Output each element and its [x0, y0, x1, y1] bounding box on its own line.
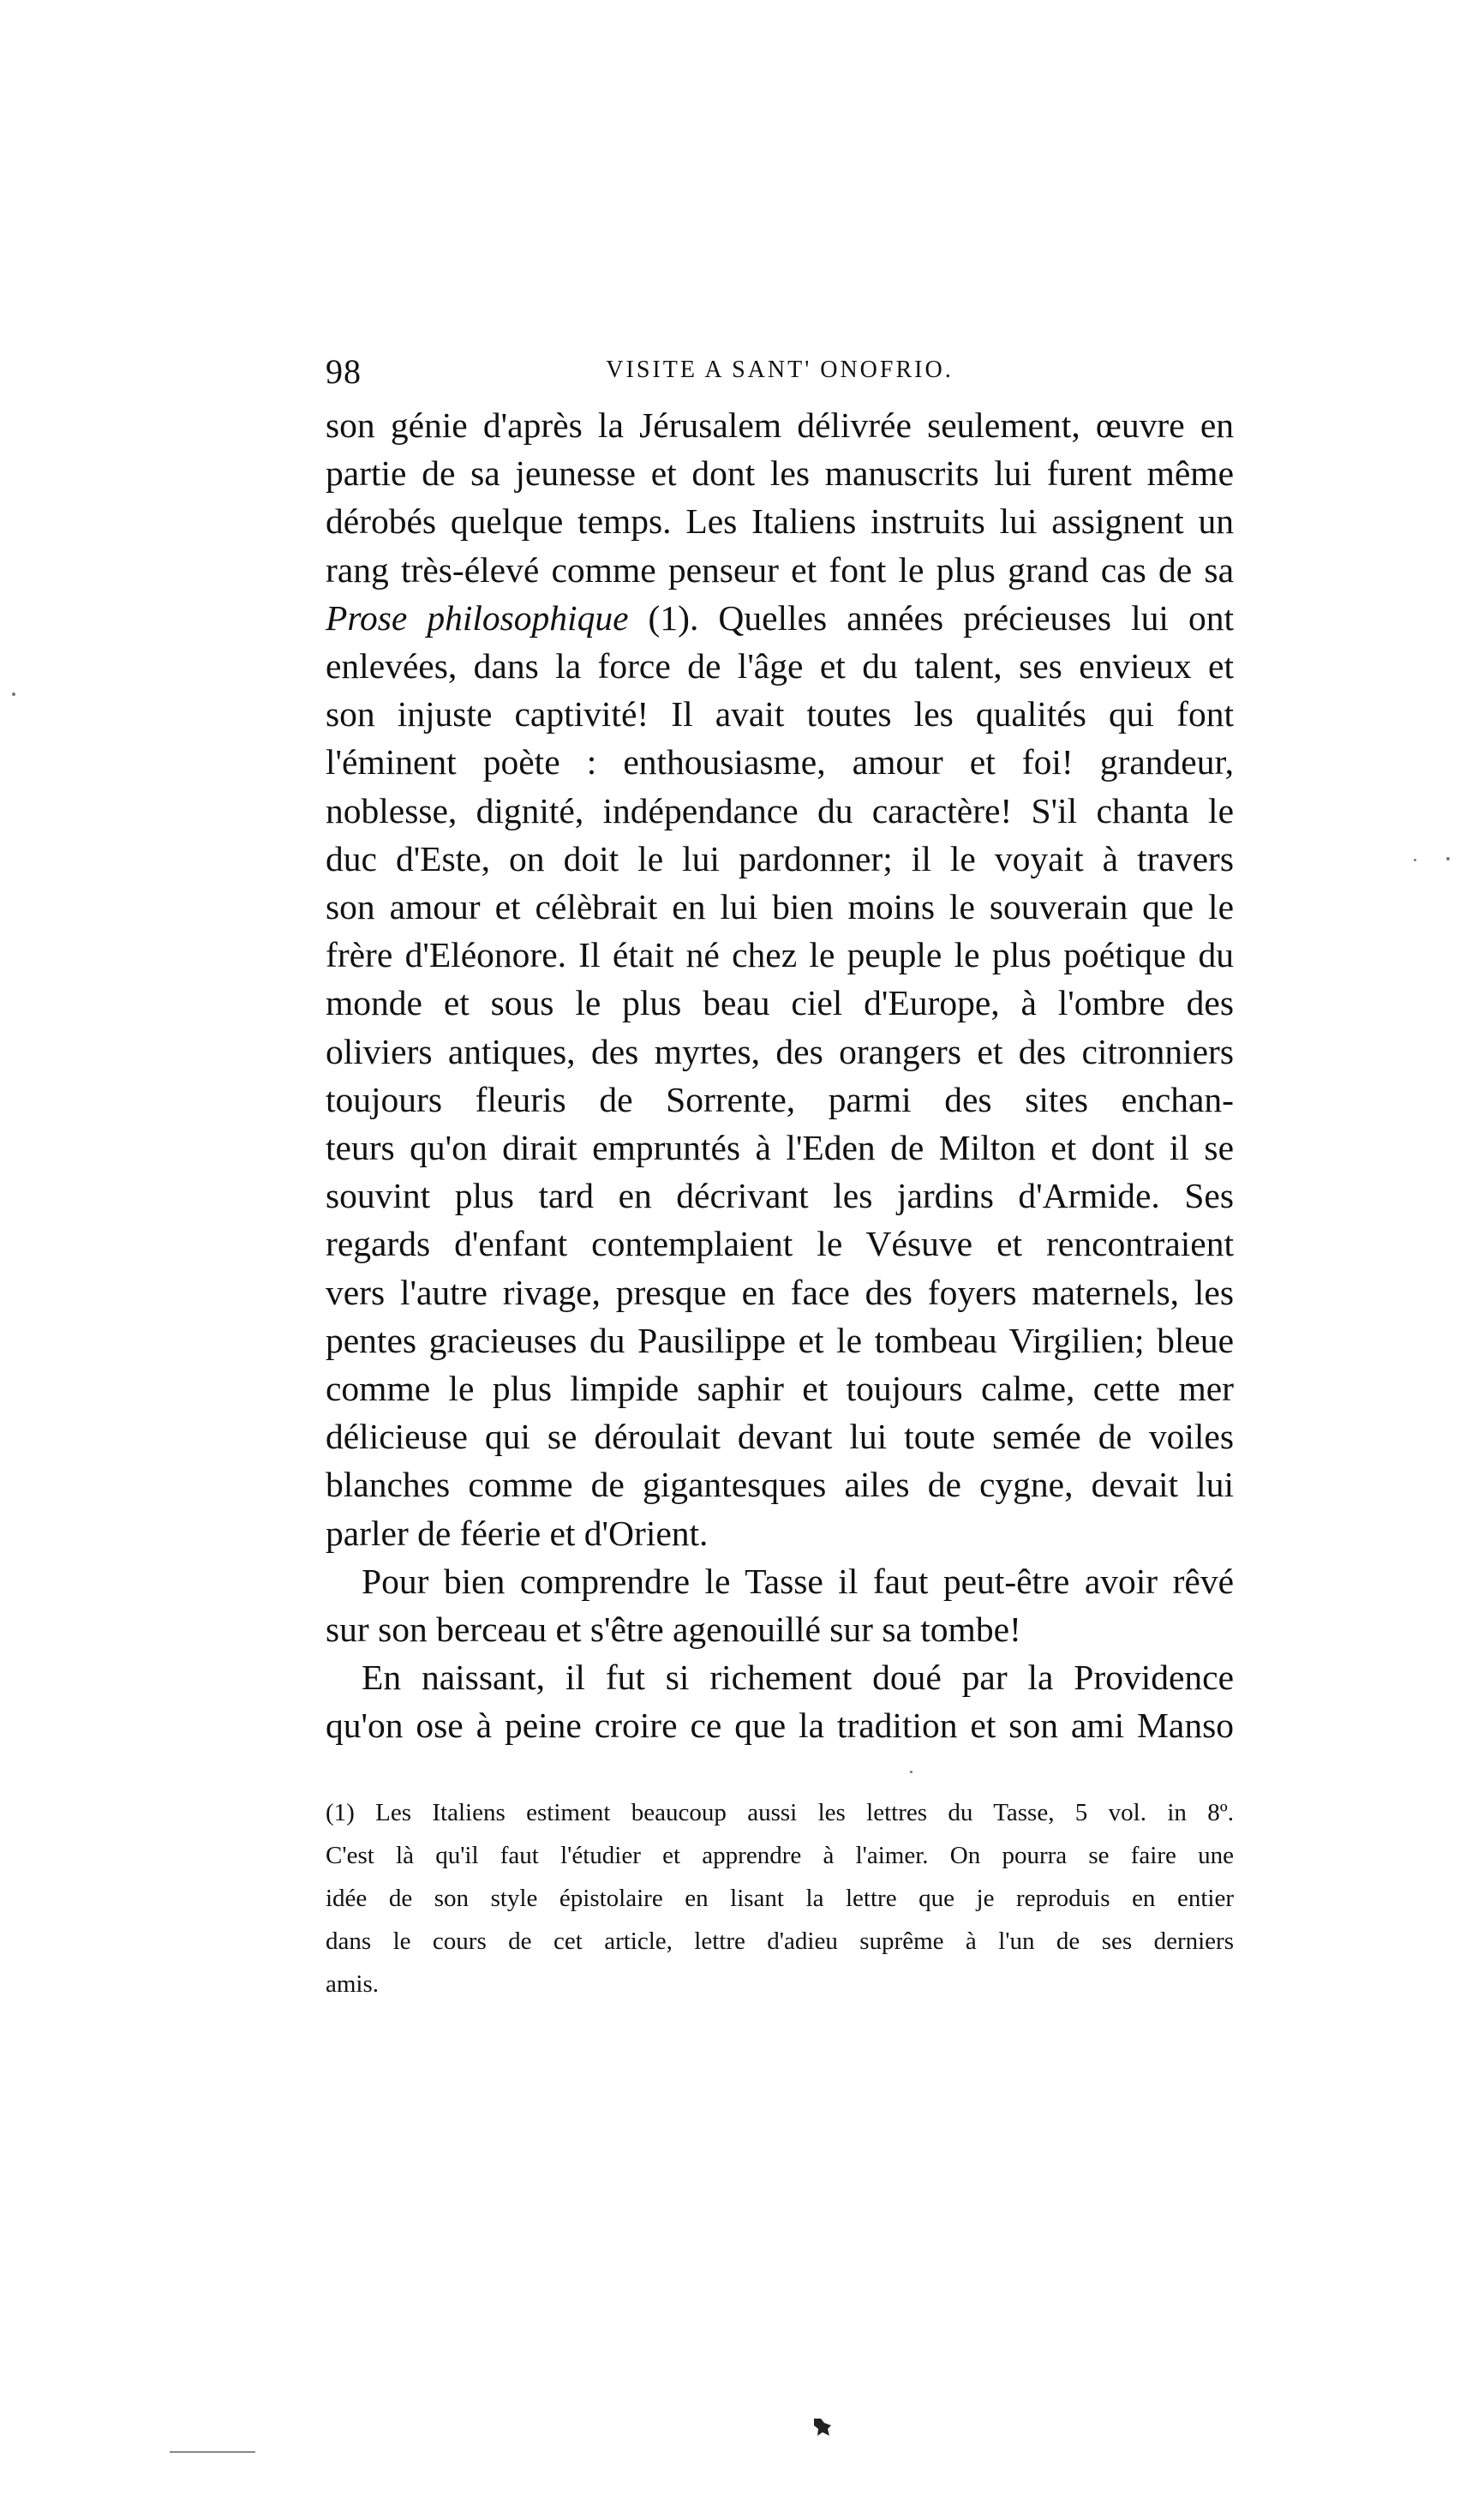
footnote-line: (1) Les Italiens estiment beaucoup aussi les lettres du Tasse, 5 vol. in 8º.	[326, 1799, 1234, 1826]
scan-edge-mark	[170, 2451, 255, 2453]
text-line: sur son berceau et s'être agenouillé sur sa tombe!	[326, 1610, 1021, 1650]
text-line: partie de sa jeunesse et dont les manuscrits lui furent même	[326, 453, 1234, 494]
scan-speck	[1414, 859, 1416, 861]
text-line: son génie d'après la Jérusalem délivrée seulement, œuvre en	[326, 405, 1234, 445]
text-line: comme le plus limpide saphir et toujours calme, cette mer	[326, 1369, 1234, 1409]
text-line	[326, 594, 1234, 642]
text-line: parler de féerie et d'Orient.	[326, 1513, 709, 1553]
text-line: blanches comme de gigantesques ailes de cygne, devait lui	[326, 1465, 1234, 1505]
footnote-line: amis.	[326, 1970, 380, 1998]
text-line: qu'on ose à peine croire ce que la tradition et son ami Manso	[326, 1706, 1234, 1746]
paragraph-1	[326, 401, 1234, 1557]
text-line: teurs qu'on dirait empruntés à l'Eden de Milton et dont il se	[326, 1128, 1234, 1168]
text-line: Pour bien comprendre le Tasse il faut peut-être avoir rêvé	[362, 1561, 1234, 1601]
text-line: rang très-élevé comme penseur et font le plus grand cas de sa	[326, 549, 1234, 590]
text-line: son amour et célèbrait en lui bien moins le souverain que le	[326, 887, 1234, 927]
text-line: monde et sous le plus beau ciel d'Europe, à l'ombre des	[326, 983, 1234, 1023]
text-line: délicieuse qui se déroulait devant lui toute semée de voiles	[326, 1417, 1234, 1457]
scan-speck	[910, 1771, 913, 1773]
page-header	[326, 351, 1234, 399]
text-fragment: (1). Quelles années précieuses lui ont	[628, 597, 1234, 638]
footnote	[326, 1791, 1234, 2005]
text-line: noblesse, dignité, indépendance du caractère! S'il chanta le	[326, 790, 1234, 830]
running-title: VISITE A SANT' ONOFRIO.	[606, 357, 954, 383]
italic-title: Prose philosophique	[326, 597, 629, 638]
text-line: l'éminent poète : enthousiasme, amour et foi! grandeur,	[326, 742, 1234, 782]
text-line: pentes gracieuses du Pausilippe et le tombeau Virgilien; bleue	[326, 1320, 1234, 1360]
text-line: duc d'Este, on doit le lui pardonner; il le voyait à travers	[326, 838, 1234, 878]
footnote-line: dans le cours de cet article, lettre d'adieu suprême à l'un de ses derniers	[326, 1927, 1234, 1955]
paragraph-3	[326, 1653, 1234, 1749]
footnote-line: idée de son style épistolaire en lisant la lettre que je reproduis en entier	[326, 1885, 1234, 1912]
text-line: En naissant, il fut si richement doué par la Providence	[362, 1658, 1234, 1698]
text-line: frère d'Eléonore. Il était né chez le peuple le plus poétique du	[326, 935, 1234, 975]
printer-ornament-icon	[812, 2415, 833, 2437]
scan-speck	[12, 692, 15, 696]
footnote-line: C'est là qu'il faut l'étudier et apprendre à l'aimer. On pourra se faire une	[326, 1842, 1234, 1869]
text-line: toujours fleuris de Sorrente, parmi des sites enchan-	[326, 1079, 1234, 1119]
body-text	[326, 401, 1234, 1750]
text-line: son injuste captivité! Il avait toutes les qualités qui font	[326, 694, 1234, 734]
text-line: oliviers antiques, des myrtes, des orangers et des citronniers	[326, 1031, 1234, 1071]
text-line: regards d'enfant contemplaient le Vésuve et rencontraient	[326, 1224, 1234, 1264]
page-number: 98	[326, 352, 362, 391]
paragraph-2	[326, 1557, 1234, 1653]
scan-speck	[1446, 857, 1450, 860]
text-line: dérobés quelque temps. Les Italiens instruits lui assignent un	[326, 501, 1234, 542]
text-line: enlevées, dans la force de l'âge et du talent, ses envieux et	[326, 646, 1234, 686]
text-line: vers l'autre rivage, presque en face des foyers maternels, les	[326, 1272, 1234, 1312]
text-line: souvint plus tard en décrivant les jardins d'Armide. Ses	[326, 1176, 1234, 1216]
